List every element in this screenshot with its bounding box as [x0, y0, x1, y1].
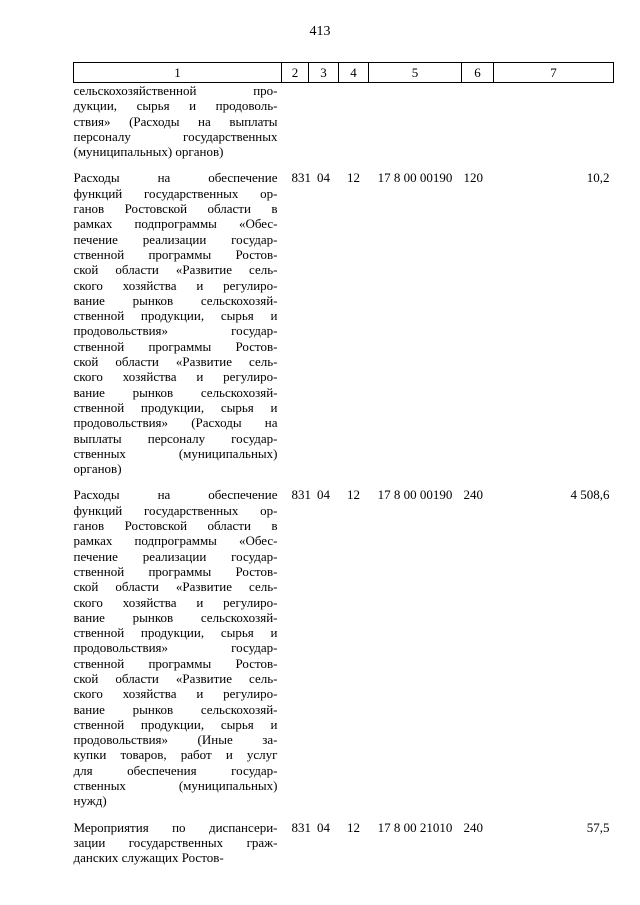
row-name-line: ствия» (Расходы на выплаты [73, 113, 278, 129]
col-header-4: 4 [339, 63, 369, 83]
subsection-code-cell: 12 [347, 487, 360, 503]
col-header-6: 6 [462, 63, 494, 83]
subsection-code-cell: 12 [347, 170, 360, 186]
row-name-line: купки товаров, работ и услуг [73, 747, 278, 763]
row-name-line: ской области «Развитие сель- [73, 670, 278, 686]
row-name-line: ского хозяйства и регулиро- [73, 594, 278, 610]
row-name-line: рамках подпрограммы «Обес- [73, 533, 278, 549]
row-name-line: дукции, сырья и продоволь- [73, 98, 278, 114]
row-name-cell [74, 476, 282, 808]
admin-code-cell: 831 [291, 487, 311, 503]
row-name-line: ственной продукции, сырья и [73, 399, 278, 415]
row-name-line: ственной программы Ростов- [73, 563, 278, 579]
section-code-cell [309, 83, 339, 160]
row-name-cell [74, 809, 282, 866]
subsection-code-cell [339, 83, 369, 160]
table-row [74, 83, 614, 160]
row-name-line: персоналу государственных [73, 128, 278, 144]
row-name-line: вание рынков сельскохозяй- [73, 701, 278, 717]
target-article-code-cell: 17 8 00 00190 [377, 487, 453, 503]
row-name-cell [74, 159, 282, 476]
row-name-line: (муниципальных) органов) [73, 144, 224, 160]
row-name-line: ственной продукции, сырья и [73, 716, 278, 732]
row-name-line: ского хозяйства и регулиро- [73, 277, 278, 293]
row-name-line: ственной продукции, сырья и [73, 308, 278, 324]
row-name-line: продовольствия» (Иные за- [73, 732, 278, 748]
header-row [74, 63, 614, 83]
row-name-line: вание рынков сельскохозяй- [73, 292, 278, 308]
col-header-1: 1 [74, 63, 282, 83]
row-name-line: зации государственных граж- [73, 834, 278, 850]
page-number: 413 [309, 24, 331, 39]
expense-type-code-cell: 240 [463, 487, 483, 503]
expense-type-code-cell: 120 [463, 170, 483, 186]
amount-cell: 10,2 [586, 170, 610, 186]
row-name-line: сельскохозяйственной про- [73, 83, 278, 98]
row-name-line: функций государственных ор- [73, 185, 278, 201]
col-header-3: 3 [309, 63, 339, 83]
row-name-line: ской области «Развитие сель- [73, 579, 278, 595]
table-row [74, 159, 614, 476]
row-name-line: продовольствия» государ- [73, 323, 278, 339]
target-article-code-cell: 17 8 00 21010 [377, 819, 453, 835]
row-name-line: ганов Ростовской области в [73, 518, 278, 534]
row-name-line: печение реализации государ- [73, 548, 278, 564]
amount-cell: 4 508,6 [570, 487, 610, 503]
row-name-line: ского хозяйства и регулиро- [73, 369, 278, 385]
row-name-line: Расходы на обеспечение [73, 170, 278, 186]
admin-code-cell: 831 [291, 819, 311, 835]
table-row [74, 809, 614, 866]
row-name-line: функций государственных ор- [73, 502, 278, 518]
row-name-line: для обеспечения государ- [73, 762, 278, 778]
section-code-cell: 04 [317, 487, 330, 503]
row-name-line: нужд) [73, 793, 107, 809]
row-name-line: органов) [73, 461, 122, 477]
row-name-line: вание рынков сельскохозяй- [73, 384, 278, 400]
col-header-2: 2 [282, 63, 309, 83]
row-name-line: Мероприятия по диспансери- [73, 819, 278, 835]
target-article-code-cell: 17 8 00 00190 [377, 170, 453, 186]
row-name-line: ственных (муниципальных) [73, 778, 278, 794]
section-code-cell: 04 [317, 170, 330, 186]
row-name-line: печение реализации государ- [73, 231, 278, 247]
row-name-line: продовольствия» (Расходы на [73, 415, 278, 431]
row-name-line: ского хозяйства и регулиро- [73, 686, 278, 702]
admin-code-cell [282, 83, 309, 160]
row-name-line: ственной программы Ростов- [73, 246, 278, 262]
subsection-code-cell: 12 [347, 819, 360, 835]
row-name-line: рамках подпрограммы «Обес- [73, 216, 278, 232]
admin-code-cell: 831 [291, 170, 311, 186]
expense-type-code-cell: 240 [463, 819, 483, 835]
budget-table [73, 62, 614, 866]
row-name-cell [74, 83, 282, 160]
section-code-cell: 04 [317, 819, 330, 835]
row-name-line: ской области «Развитие сель- [73, 262, 278, 278]
row-name-line: ской области «Развитие сель- [73, 354, 278, 370]
table-row [74, 476, 614, 808]
col-header-7: 7 [494, 63, 614, 83]
row-name-line: продовольствия» государ- [73, 640, 278, 656]
row-name-line: ственной программы Ростов- [73, 338, 278, 354]
row-name-line: Расходы на обеспечение [73, 487, 278, 503]
row-name-line: ственных (муниципальных) [73, 445, 278, 461]
target-article-code-cell [369, 83, 462, 160]
col-header-5: 5 [369, 63, 462, 83]
row-name-line: ственной программы Ростов- [73, 655, 278, 671]
expense-type-code-cell [462, 83, 494, 160]
row-name-line: выплаты персоналу государ- [73, 430, 278, 446]
amount-cell: 57,5 [586, 819, 610, 835]
row-name-line: вание рынков сельскохозяй- [73, 609, 278, 625]
amount-cell [494, 83, 614, 160]
row-name-line: данских служащих Ростов- [73, 850, 224, 866]
row-name-line: ственной продукции, сырья и [73, 625, 278, 641]
row-name-line: ганов Ростовской области в [73, 201, 278, 217]
